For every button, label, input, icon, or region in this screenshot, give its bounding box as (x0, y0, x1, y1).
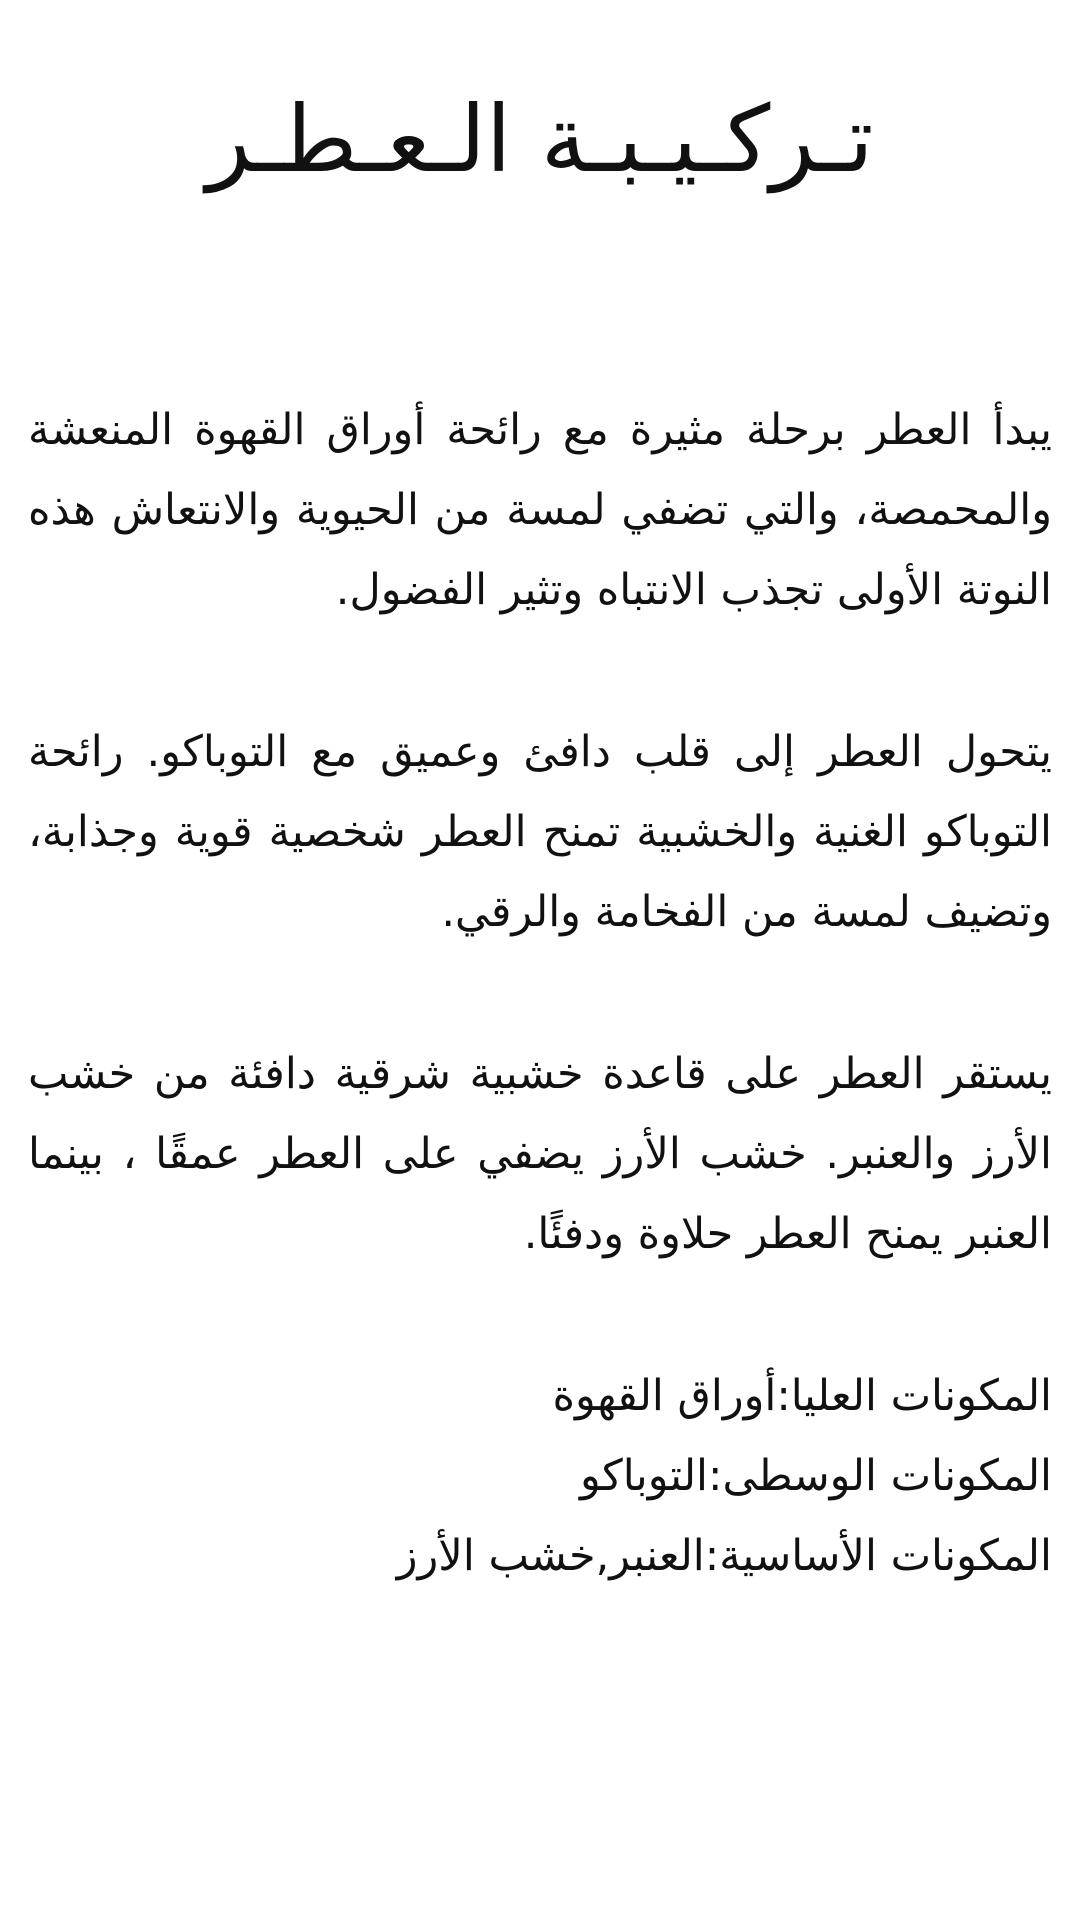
top-notes-item: المكونات العليا:أوراق القهوة (552, 1371, 1052, 1421)
top-notes-paragraph: يبدأ العطر برحلة مثيرة مع رائحة أوراق القهوة المنعشة والمحمصة، والتي تضفي لمسة من الحيوية والانتعاش هذه النوتة الأولى تجذب الانتباه وتثير الفضول. (28, 405, 1052, 615)
heart-notes-paragraph: يتحول العطر إلى قلب دافئ وعميق مع التوباكو. رائحة التوباكو الغنية والخشبية تمنح العطر شخصية قوية وجذابة، وتضيف لمسة من الفخامة والرقي. (28, 727, 1052, 937)
notes-list (28, 1356, 1052, 1596)
content-body (28, 390, 1052, 1596)
middle-notes-item: المكونات الوسطى:التوباكو (580, 1451, 1052, 1501)
page-title: تـركـيـبـة الـعـطـر (206, 86, 874, 193)
base-notes-paragraph: يستقر العطر على قاعدة خشبية شرقية دافئة من خشب الأرز والعنبر. خشب الأرز يضفي على العطر عمقًا ، بينما العنبر يمنح العطر حلاوة ودفئًا. (28, 1049, 1052, 1259)
base-notes-item: المكونات الأساسية:العنبر,خشب الأرز (396, 1531, 1052, 1581)
